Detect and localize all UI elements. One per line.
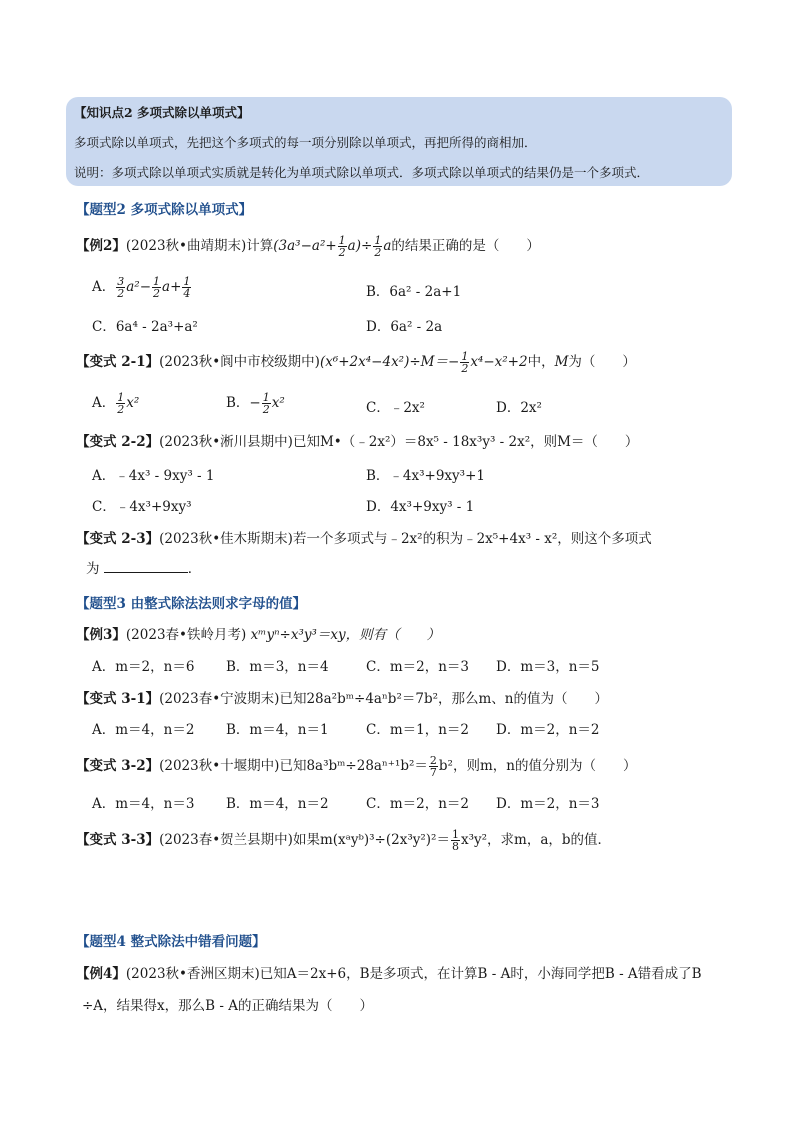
option-c[interactable]: C．﹣2x² <box>366 400 425 416</box>
text: 为 <box>86 561 100 577</box>
fraction: $\frac{1}{8}$ <box>451 828 459 853</box>
question-text: b²，则m，n的值分别为（ ） <box>438 758 637 774</box>
option-d[interactable]: D．m＝2，n＝2 <box>496 722 600 738</box>
option-d[interactable]: D．4x³+9xy³ - 1 <box>366 499 475 515</box>
variant-label: 【变式 2-1】 <box>76 354 160 370</box>
option-b[interactable]: B．m＝4，n＝1 <box>226 722 329 738</box>
option-d[interactable]: D．2x² <box>496 400 542 416</box>
variant-3-1-question <box>76 687 608 707</box>
example-3-question <box>76 623 440 643</box>
option-a[interactable] <box>92 275 192 299</box>
variant-label: 【变式 3-2】 <box>76 758 160 774</box>
option-c[interactable]: C．6a⁴ - 2a³+a² <box>92 319 198 335</box>
text: ． <box>187 561 202 577</box>
option-label: B． <box>226 395 250 411</box>
option-b[interactable]: B．− $\frac{1}{2}$ x² <box>226 391 285 416</box>
source: (2023春•宁波期末) <box>159 691 280 707</box>
question-text: 已知M•（﹣2x²）＝8x⁵ - 18x³y³ - 2x²，则M＝（ ） <box>292 434 639 450</box>
section-heading-4: 【题型4 整式除法中错看问题】 <box>76 934 266 950</box>
option-b[interactable]: B．m＝3，n＝4 <box>226 659 329 675</box>
answer-blank[interactable] <box>104 572 188 573</box>
variant-2-3-question <box>76 527 652 547</box>
example-4-question <box>76 962 702 982</box>
option-a[interactable]: A．m＝2，n＝6 <box>92 659 195 675</box>
formula: (3a³−a²+ $\frac{1}{2}$ a)÷ $\frac{1}{2}$ a <box>273 234 392 259</box>
option-a[interactable]: A． $\frac{1}{2}$ x² <box>92 391 140 416</box>
section-heading-2: 【题型2 多项式除以单项式】 <box>76 202 253 218</box>
option-b[interactable]: B．6a² - 2a+1 <box>366 284 462 300</box>
question-text: 如果m(xᵃyᵇ)³÷(2x³y²)²＝ <box>292 832 450 848</box>
source: (2023秋•淅川县期中) <box>159 434 293 450</box>
option-label: A． <box>92 279 116 295</box>
source: (2023春•铁岭月考) <box>125 627 247 643</box>
variant-label: 【变式 2-3】 <box>76 531 160 547</box>
example-label: 【例4】 <box>76 966 126 982</box>
fraction: $\frac{2}{7}$ <box>429 754 437 779</box>
source: (2023春•贺兰县期中) <box>159 832 293 848</box>
example-4-line-2: ÷A，结果得x，那么B - A的正确结果为（ ） <box>82 998 373 1014</box>
option-a[interactable]: A．m＝4，n＝2 <box>92 722 195 738</box>
knowledge-box <box>66 97 732 186</box>
question-text: x³y²，求m，a，b的值． <box>460 832 612 848</box>
variant-2-2-question <box>76 430 638 450</box>
variant-2-3-line-2 <box>86 557 201 577</box>
example-label: 【例3】 <box>76 627 126 643</box>
option-c[interactable]: C．﹣4x³+9xy³ <box>92 499 192 515</box>
option-a[interactable]: A．m＝4，n＝3 <box>92 796 195 812</box>
prefix: 计算 <box>246 238 274 254</box>
knowledge-line-2: 说明：多项式除以单项式实质就是转化为单项式除以单项式．多项式除以单项式的结果仍是一个多项式． <box>74 165 650 180</box>
question-text: 已知8a³bᵐ÷28aⁿ⁺¹b²＝ <box>279 758 428 774</box>
suffix: 的结果正确的是（ ） <box>391 238 540 254</box>
source: (2023秋•阆中市校级期中) <box>159 354 320 370</box>
option-d[interactable]: D．m＝3，n＝5 <box>496 659 600 675</box>
source: (2023秋•香洲区期末) <box>125 966 260 982</box>
option-label: A． <box>92 395 116 411</box>
variant-2-1-question: 【变式 2-1】(2023秋•阆中市校级期中)(x⁶+2x⁴−4x²)÷M＝− $\frac{1}{2}$ x⁴−x²+2中，M为（ ） <box>76 350 636 375</box>
option-c[interactable]: C．m＝2，n＝3 <box>366 659 470 675</box>
mid: 中， <box>527 354 555 370</box>
section-heading-3: 【题型3 由整式除法法则求字母的值】 <box>76 596 307 612</box>
source: (2023秋•十堰期中) <box>159 758 280 774</box>
variant-label: 【变式 3-1】 <box>76 691 160 707</box>
tail: 为（ ） <box>568 354 636 370</box>
source: (2023秋•佳木斯期末) <box>159 531 293 547</box>
example-label: 【例2】 <box>76 238 126 254</box>
option-d[interactable]: D．m＝2，n＝3 <box>496 796 600 812</box>
option-c[interactable]: C．m＝1，n＝2 <box>366 722 470 738</box>
option-c[interactable]: C．m＝2，n＝2 <box>366 796 470 812</box>
question-text: 已知28a²bᵐ÷4aⁿb²＝7b²，那么m、n的值为（ ） <box>279 691 608 707</box>
option-b[interactable]: B．﹣4x³+9xy³+1 <box>366 468 485 484</box>
option-a[interactable]: A．﹣4x³ - 9xy³ - 1 <box>92 468 215 484</box>
variant-3-3-question <box>76 828 611 852</box>
variant-label: 【变式 3-3】 <box>76 832 160 848</box>
variant-label: 【变式 2-2】 <box>76 434 160 450</box>
question-text: 若一个多项式与﹣2x²的积为﹣2x⁵+4x³ - x²，则这个多项式 <box>292 531 652 547</box>
option-d[interactable]: D．6a² - 2a <box>366 319 443 335</box>
question-text: 已知A＝2x+6，B是多项式，在计算B - A时，小海同学把B - A错看成了B <box>259 966 702 982</box>
variant-3-2-question <box>76 754 636 778</box>
question-text: xᵐyⁿ÷x³y³＝xy，则有（ ） <box>250 627 441 643</box>
option-b[interactable]: B．m＝4，n＝2 <box>226 796 329 812</box>
example-2-question <box>76 234 540 258</box>
source: (2023秋•曲靖期末) <box>125 238 247 254</box>
knowledge-title: 【知识点2 多项式除以单项式】 <box>74 105 250 120</box>
knowledge-line-1: 多项式除以单项式，先把这个多项式的每一项分别除以单项式，再把所得的商相加． <box>74 135 537 150</box>
formula: (x⁶+2x⁴−4x²)÷M＝− $\frac{1}{2}$ x⁴−x²+2 <box>319 350 528 375</box>
option-formula: $\frac{3}{2}$ a²− $\frac{1}{2}$ a+ $\frac{1}{4}$ <box>117 275 191 300</box>
